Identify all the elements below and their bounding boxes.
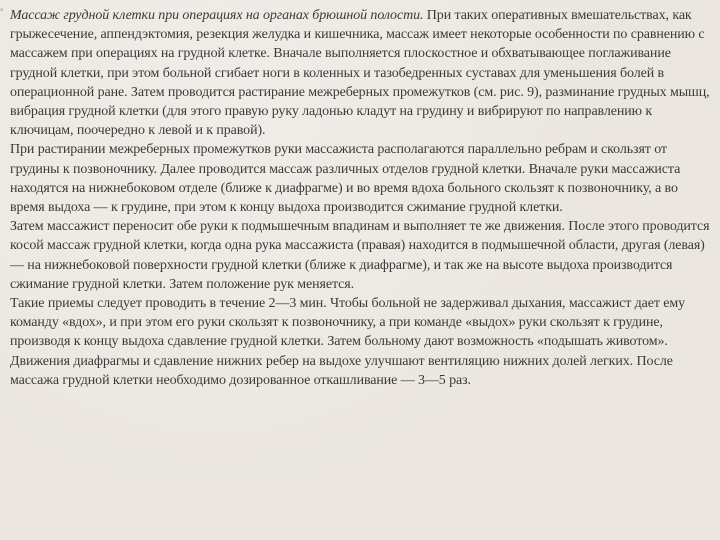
paragraph-1-text: При таких оперативных вмешательствах, как грыжесечение, аппендэктомия, резекция желудка и кишечника, массаж имеет некоторые особенности по сравнению с массажем при операциях на грудной клетке. Вначале выполняется плоскостное и обхватывающее поглаживание грудной клетки, при этом больной сгибает ноги в коленных и тазобедренных суставах для уменьшения болей в операционной ране. Затем проводится растирание межреберных промежутков (см. рис. 9), разминание грудных мышц, вибрация грудной клетки (для этого правую руку ладонью кладут на грудину и вибрируют по направлению к ключицам, поочередно к левой и к правой).	[10, 8, 710, 139]
slide-body	[10, 6, 715, 390]
slide-title: Массаж грудной клетки при операциях на органах брюшной полости.	[10, 8, 424, 23]
paragraph-3: Затем массажист переносит обе руки к подмышечным впадинам и выполняет те же движения. После этого проводится косой массаж грудной клетки, когда одна рука массажиста (правая) находится в подмышечной области, другая (левая) — на нижнебоковой поверхности грудной клетки (ближе к диафрагме), и так же на высоте выдоха производится сжимание грудной клетки. Затем положение рук меняется.	[10, 219, 710, 292]
square-bullet-icon: ▫	[0, 5, 4, 16]
paragraph-4: Такие приемы следует проводить в течение 2—3 мин. Чтобы больной не задерживал дыхания, массажист дает ему команду «вдох», и при этом его руки скользят к позвоночнику, а при команде «выдох» руки скользят к грудине, производя к концу выдоха сдавление грудной клетки. Затем больному дают возможность «подышать животом». Движения диафрагмы и сдавление нижних ребер на выдохе улучшают вентиляцию нижних долей легких. После массажа грудной клетки необходимо дозированное откашливание — 3—5 раз.	[10, 296, 686, 388]
paragraph-2: При растирании межреберных промежутков руки массажиста располагаются параллельно ребрам и скользят от грудины к позвоночнику. Далее проводится массаж различных отделов грудной клетки. Вначале руки массажиста находятся на нижнебоковом отделе (ближе к диафрагме) и во время вдоха больного скользят к позвоночнику, а во время выдоха — к грудине, при этом к концу выдоха производится сжимание грудной клетки.	[10, 142, 681, 216]
paragraph-1	[10, 6, 715, 140]
